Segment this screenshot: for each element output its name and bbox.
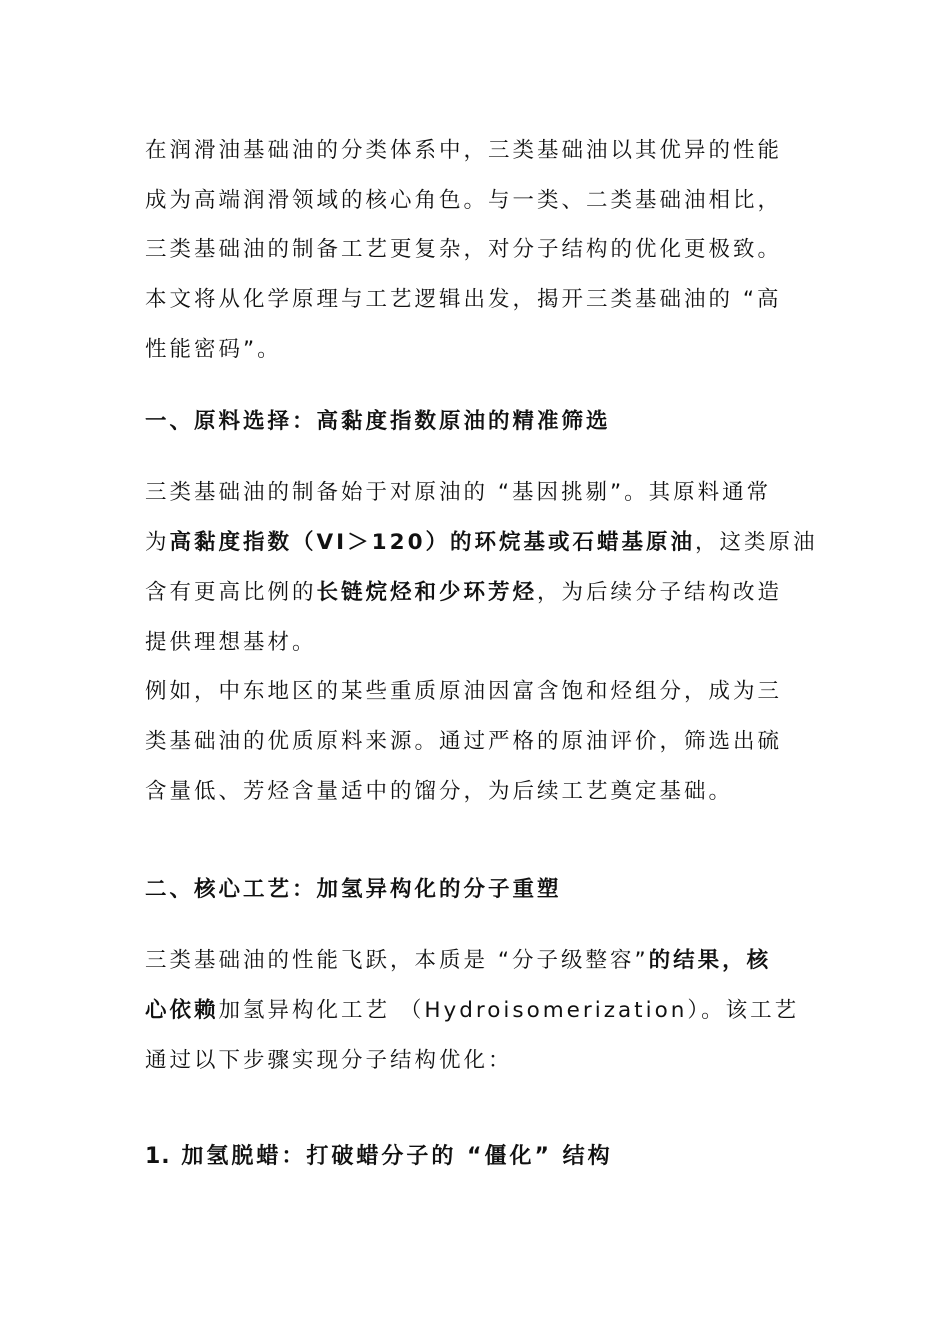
text-run: ，为后续分子结构改造 — [537, 580, 783, 605]
intro-line-3: 三类基础油的制备工艺更复杂，对分子结构的优化更极致。 — [145, 237, 783, 262]
bold-text-run: 高黏度指数（VI＞120）的环烷基或石蜡基原油 — [169, 530, 696, 555]
text-run: 为 — [145, 530, 170, 555]
subsection-title: 加氢脱蜡：打破蜡分子的 “僵化” 结构 — [181, 1144, 613, 1169]
section1-p1-line-1: 三类基础油的制备始于对原油的 “基因挑剔”。其原料通常 — [145, 480, 772, 505]
bold-text-run: 心依赖 — [145, 998, 219, 1023]
section1-p1-line-4: 提供理想基材。 — [145, 630, 317, 655]
section2-heading: 二、核心工艺：加氢异构化的分子重塑 — [145, 877, 562, 902]
section1-p2-line-1: 例如，中东地区的某些重质原油因富含饱和烃组分，成为三 — [145, 679, 783, 704]
section1-p2-line-2: 类基础油的优质原料来源。通过严格的原油评价，筛选出硫 — [145, 729, 783, 754]
text-run: 加氢异构化工艺 （Hydroisomerization）。该工艺 — [218, 998, 800, 1023]
section1-p1-line-2 — [145, 528, 818, 558]
text-run: ，这类原油 — [695, 530, 818, 555]
intro-line-5: 性能密码”。 — [145, 337, 282, 362]
section2-p1-line-3: 通过以下步骤实现分子结构优化： — [145, 1048, 513, 1073]
subsection-number: 1. — [145, 1144, 171, 1169]
section1-p2-line-3: 含量低、芳烃含量适中的馏分，为后续工艺奠定基础。 — [145, 779, 734, 804]
section2-p1-line-2 — [145, 996, 799, 1026]
intro-line-2: 成为高端润滑领域的核心角色。与一类、二类基础油相比， — [145, 188, 783, 213]
text-run: 三类基础油的性能飞跃，本质是 “分子级整容” — [145, 948, 649, 973]
bold-text-run: 长链烷烃和少环芳烃 — [316, 580, 538, 605]
subsection1-heading — [145, 1142, 613, 1172]
text-run: 含有更高比例的 — [145, 580, 317, 605]
section2-p1-line-1 — [145, 946, 771, 976]
intro-line-4: 本文将从化学原理与工艺逻辑出发，揭开三类基础油的 “高 — [145, 287, 782, 312]
section1-heading: 一、原料选择：高黏度指数原油的精准筛选 — [145, 409, 611, 434]
section1-p1-line-3 — [145, 578, 782, 608]
intro-line-1: 在润滑油基础油的分类体系中，三类基础油以其优异的性能 — [145, 138, 783, 163]
bold-text-run: 的结果，核 — [648, 948, 772, 973]
